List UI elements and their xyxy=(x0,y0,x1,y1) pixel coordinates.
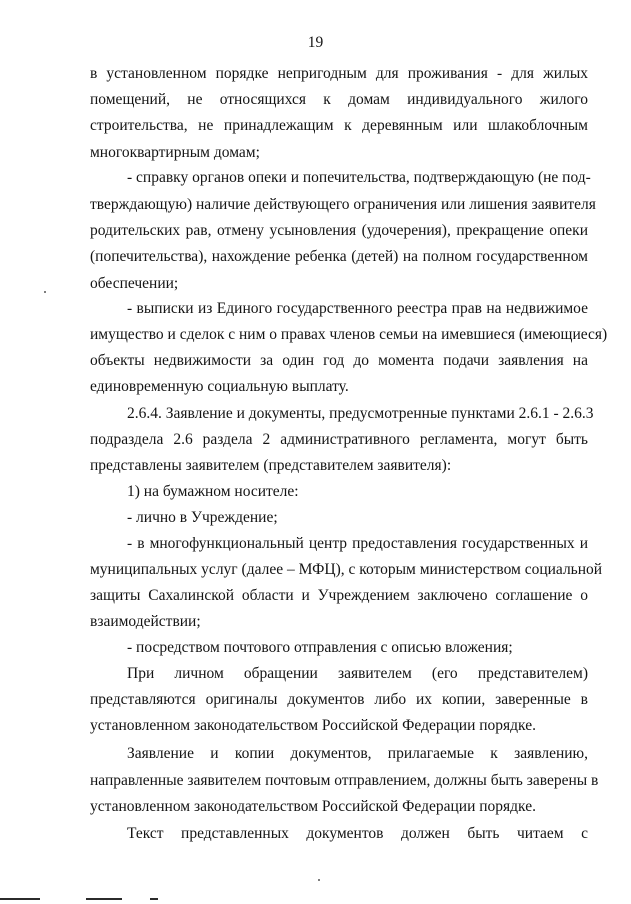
text-line: направленные заявителем почтовым отправлением, должны быть заверены в xyxy=(90,772,599,789)
text-line: помещений, не относящихся к домам индивидуального жилого xyxy=(90,91,588,108)
text-line: установленном законодательством Российской Федерации порядке. xyxy=(90,798,536,815)
text-line: тверждающую) наличие действующего ограничения или лишения заявителя xyxy=(90,196,596,213)
text-line: Заявление и копии документов, прилагаемые к заявлению, xyxy=(127,745,588,762)
text-line: обеспечении; xyxy=(90,275,179,292)
text-line: 2.6.4. Заявление и документы, предусмотренные пунктами 2.6.1 - 2.6.3 xyxy=(127,405,594,422)
scan-edge-mark xyxy=(150,898,158,900)
text-line: родительских рав, отмену усыновления (удочерения), прекращение опеки xyxy=(90,222,588,239)
text-line: муниципальных услуг (далее – МФЦ), с которым министерством социальной xyxy=(90,561,603,578)
text-line: - посредством почтового отправления с описью вложения; xyxy=(127,639,513,656)
text-line: подраздела 2.6 раздела 2 административного регламента, могут быть xyxy=(90,431,588,448)
text-line: Текст представленных документов должен быть читаем с xyxy=(127,825,588,842)
scan-edge-mark xyxy=(0,898,40,900)
text-line: представляются оригиналы документов либо их копии, заверенные в xyxy=(90,691,588,708)
text-line: объекты недвижимости за один год до момента подачи заявления на xyxy=(90,352,588,369)
text-line: 1) на бумажном носителе: xyxy=(127,483,299,500)
text-line: (попечительства), нахождение ребенка (детей) на полном государственном xyxy=(90,248,588,265)
text-line: строительства, не принадлежащим к деревянным или шлакоблочным xyxy=(90,117,588,134)
text-line: единовременную социальную выплату. xyxy=(90,378,349,395)
text-line: установленном законодательством Российской Федерации порядке. xyxy=(90,717,536,734)
scan-speck xyxy=(44,291,46,293)
text-line: - в многофункциональный центр предоставления государственных и xyxy=(127,535,588,552)
text-line: При личном обращении заявителем (его представителем) xyxy=(127,665,588,682)
text-line: - лично в Учреждение; xyxy=(127,509,278,526)
scan-speck xyxy=(318,879,320,881)
text-line: в установленном порядке непригодным для проживания - для жилых xyxy=(90,65,588,82)
text-line: представлены заявителем (представителем заявителя): xyxy=(90,457,452,474)
text-line: - выписки из Единого государственного реестра прав на недвижимое xyxy=(127,300,588,317)
page-number: 19 xyxy=(307,34,324,51)
text-line: защиты Сахалинской области и Учреждением заключено соглашение о xyxy=(90,587,588,604)
text-line: многоквартирным домам; xyxy=(90,144,260,161)
text-line: имущество и сделок с ним о правах членов семьи на имевшиеся (имеющиеся) xyxy=(90,326,608,343)
text-line: взаимодействии; xyxy=(90,613,201,630)
text-line: - справку органов опеки и попечительства, подтверждающую (не под- xyxy=(127,169,591,186)
scan-edge-mark xyxy=(86,898,122,900)
